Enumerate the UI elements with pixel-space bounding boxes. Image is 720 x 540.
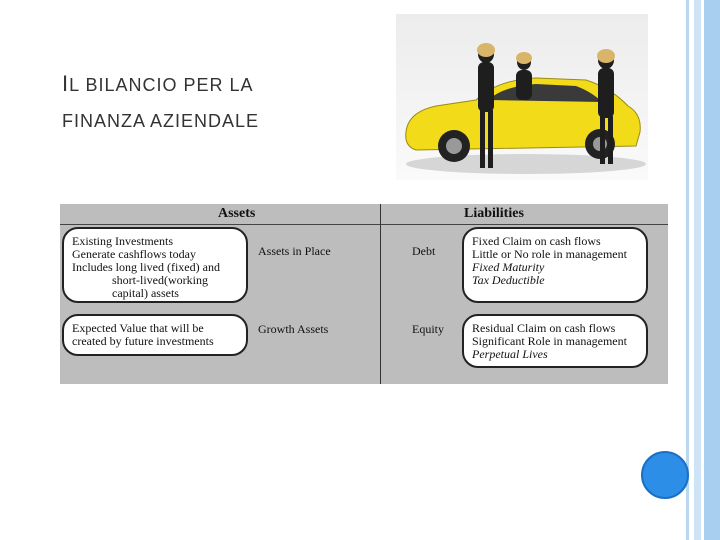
box-line: Expected Value that will be [72,321,204,335]
box-line: Includes long lived (fixed) and [72,260,220,274]
box-line: Fixed Claim on cash flows [472,234,601,248]
assets-in-place-label: Assets in Place [258,244,331,258]
box-line: short-lived(working [112,273,208,287]
box-line: Residual Claim on cash flows [472,321,616,335]
car-photo [396,14,648,180]
box-line: created by future investments [72,334,214,348]
center-divider [380,204,381,384]
equity-box [462,314,648,368]
box-line: Fixed Maturity [472,260,545,274]
title-line1: L BILANCIO PER LA [69,75,254,95]
title-line2: FINANZA AZIENDALE [62,111,260,131]
title-initial: I [62,71,70,96]
existing-investments-box [62,227,248,303]
box-line: Perpetual Lives [472,347,548,361]
liabilities-header: Liabilities [464,206,524,221]
box-line: Little or No role in management [472,247,627,261]
debt-box [462,227,648,303]
box-line: Tax Deductible [472,273,545,287]
equity-label: Equity [412,322,444,336]
growth-investments-box [62,314,248,356]
box-line: Significant Role in management [472,334,627,348]
slide-title [62,66,259,139]
box-line: capital) assets [112,286,179,300]
slide-border-decoration [686,0,720,540]
growth-assets-label: Growth Assets [258,322,329,336]
debt-label: Debt [412,244,436,258]
box-line: Generate cashflows today [72,247,196,261]
assets-header: Assets [218,206,256,221]
decorative-circle [641,451,689,499]
header-divider [60,224,668,225]
balance-sheet-diagram [60,204,668,384]
box-line: Existing Investments [72,234,173,248]
